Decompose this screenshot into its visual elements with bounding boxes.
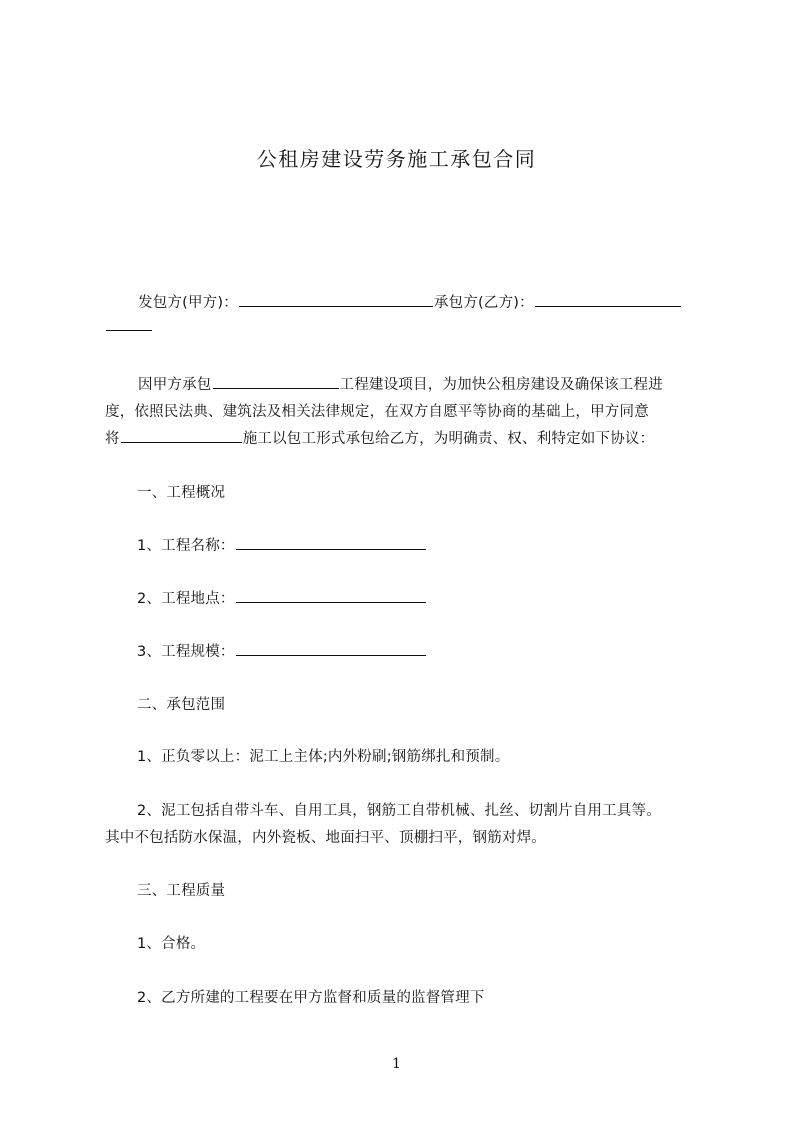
project-name-blank [236,537,426,550]
page-number: 1 [392,1056,401,1072]
section-1-heading: 一、工程概况 [137,485,226,501]
party-a-blank [239,294,433,307]
party-b-blank [535,294,681,307]
document-title: 公租房建设劳务施工承包合同 [256,147,537,171]
project-scale-blank [236,643,426,656]
intro-text: 将 [105,431,120,447]
project-location-field [137,587,427,608]
section-3-item-2: 2、乙方所建的工程要在甲方监督和质量的监督管理下 [137,990,485,1006]
project-scale-label: 3、工程规模： [137,644,235,660]
scope-blank [121,430,242,443]
intro-text: 施工以包工形式承包给乙方，为明确责、权、利特定如下协议： [242,431,655,447]
intro-line-2 [105,400,649,421]
section-2-item-2-line-2: 其中不包括防水保温，内外瓷板、地面扫平、顶棚扫平，钢筋对焊。 [105,830,546,846]
section-3-item-1: 1、合格。 [137,936,206,952]
project-name-label: 1、工程名称： [137,538,235,554]
party-b-label: 承包方(乙方)： [433,295,534,311]
section-3-heading: 三、工程质量 [137,883,226,899]
intro-line-3 [105,427,654,448]
party-b-blank-continued [105,318,153,335]
party-a-label: 发包方(甲方)： [138,295,238,311]
project-name-field [137,534,427,555]
project-location-blank [236,590,426,603]
intro-text: 因甲方承包 [138,377,212,393]
intro-text: 工程建设项目，为加快公租房建设及确保该工程进 [339,377,663,393]
section-2-heading: 二、承包范围 [137,697,226,713]
section-2-item-2-line-1: 2、泥工包括自带斗车、自用工具，钢筋工自带机械、扎丝、切割片自用工具等。 [137,803,661,819]
party-b-blank-tail [106,318,152,331]
intro-text: 度，依照民法典、建筑法及相关法律规定，在双方自愿平等协商的基础上，甲方同意 [105,404,649,420]
intro-line-1 [138,373,663,394]
project-scale-field [137,640,427,661]
section-2-item-1: 1、正负零以上：泥工上主体;内外粉刷;钢筋绑扎和预制。 [137,749,510,765]
parties-line [138,291,682,312]
project-blank [213,376,339,389]
project-location-label: 2、工程地点： [137,591,235,607]
